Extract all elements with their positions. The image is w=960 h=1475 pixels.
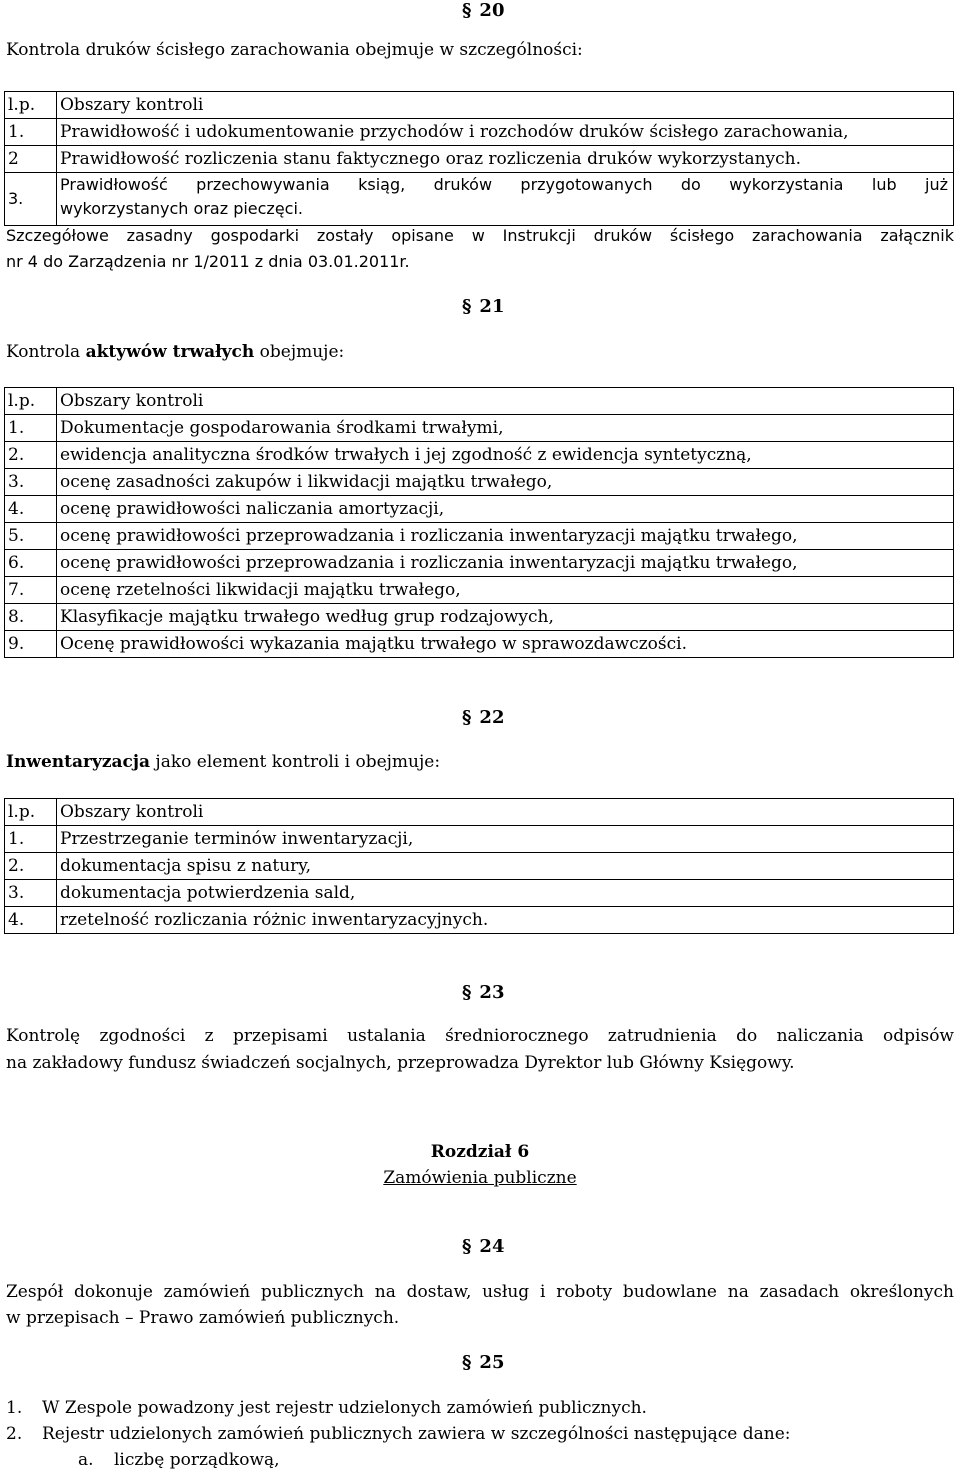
row-number: 1. <box>5 826 57 853</box>
table-row <box>5 550 954 577</box>
lp-header: l.p. <box>5 92 57 119</box>
row-number: 4. <box>5 907 57 934</box>
row-text: Dokumentacje gospodarowania środkami trwałymi, <box>57 415 954 442</box>
section-symbol: § <box>462 707 472 728</box>
intro-text: jako element kontroli i obejmuje: <box>150 752 441 772</box>
table-row <box>5 880 954 907</box>
sub-list-item <box>78 1450 280 1470</box>
list-text: Rejestr udzielonych zamówień publicznych zawiera w szczególności następujące dane: <box>42 1424 791 1444</box>
row-number: 2. <box>5 853 57 880</box>
row-text: Prawidłowość rozliczenia stanu faktycznego oraz rozliczenia druków wykorzystanych. <box>57 146 954 173</box>
row-number: 3. <box>5 173 57 226</box>
table-header-row <box>5 92 954 119</box>
table-header-row <box>5 799 954 826</box>
section-23-heading <box>462 982 504 1003</box>
row-number: 1. <box>5 415 57 442</box>
section-number: 24 <box>479 1236 505 1257</box>
table-row <box>5 523 954 550</box>
section-21-heading <box>462 296 504 317</box>
s20-control-table <box>4 91 954 226</box>
s21-control-table <box>4 387 954 658</box>
row-text: dokumentacja potwierdzenia sald, <box>57 880 954 907</box>
s23-line-2: na zakładowy fundusz świadczeń socjalnych, przeprowadza Dyrektor lub Główny Księgowy. <box>6 1053 795 1073</box>
chapter-title: Rozdział 6 <box>430 1142 530 1162</box>
list-item <box>6 1424 790 1444</box>
section-22-heading <box>462 707 504 728</box>
table-row <box>5 631 954 658</box>
s24-line-1: Zespół dokonuje zamówień publicznych na dostaw, usług i roboty budowlane na zasadach określonych <box>6 1282 954 1302</box>
row-text: rzetelność rozliczania różnic inwentaryzacyjnych. <box>57 907 954 934</box>
s24-line-2: w przepisach – Prawo zamówień publicznych. <box>6 1308 400 1328</box>
row-number: 6. <box>5 550 57 577</box>
row-number: 2. <box>5 442 57 469</box>
table-row <box>5 469 954 496</box>
s22-intro <box>6 752 440 772</box>
section-symbol: § <box>462 1352 472 1373</box>
sub-list-letter: a. <box>78 1450 94 1470</box>
lp-header: l.p. <box>5 799 57 826</box>
chapter-subtitle <box>0 1168 960 1188</box>
s20-intro: Kontrola druków ścisłego zarachowania obejmuje w szczególności: <box>6 40 583 60</box>
intro-bold: aktywów trwałych <box>85 342 255 362</box>
table-row <box>5 496 954 523</box>
row-number: 8. <box>5 604 57 631</box>
row-text: dokumentacja spisu z natury, <box>57 853 954 880</box>
row-number: 5. <box>5 523 57 550</box>
row-text: ocenę prawidłowości przeprowadzania i rozliczania inwentaryzacji majątku trwałego, <box>57 550 954 577</box>
list-number: 1. <box>6 1398 23 1418</box>
s21-intro <box>6 342 344 362</box>
area-header: Obszary kontroli <box>57 799 954 826</box>
intro-text: Kontrola <box>6 342 86 362</box>
row-text: Klasyfikacje majątku trwałego według grup rodzajowych, <box>57 604 954 631</box>
area-header: Obszary kontroli <box>57 388 954 415</box>
s20-details-line-2: nr 4 do Zarządzenia nr 1/2011 z dnia 03.01.2011r. <box>6 252 410 271</box>
row-text: Prawidłowość i udokumentowanie przychodów i rozchodów druków ścisłego zarachowania, <box>57 119 954 146</box>
section-number: 25 <box>479 1352 505 1373</box>
table-row <box>5 173 954 226</box>
section-number: 23 <box>479 982 505 1003</box>
row-number: 2 <box>5 146 57 173</box>
row-number: 1. <box>5 119 57 146</box>
lp-header: l.p. <box>5 388 57 415</box>
row-text: Przestrzeganie terminów inwentaryzacji, <box>57 826 954 853</box>
sub-list-text: liczbę porządkową, <box>114 1450 280 1470</box>
table-row <box>5 119 954 146</box>
list-item <box>6 1398 647 1418</box>
table-row <box>5 826 954 853</box>
row-text <box>57 173 954 226</box>
row-number: 7. <box>5 577 57 604</box>
table-row <box>5 853 954 880</box>
row-text: ocenę prawidłowości przeprowadzania i rozliczania inwentaryzacji majątku trwałego, <box>57 523 954 550</box>
table-row <box>5 146 954 173</box>
section-symbol: § <box>462 296 472 317</box>
intro-text: obejmuje: <box>254 342 345 362</box>
section-number: 21 <box>479 296 505 317</box>
list-number: 2. <box>6 1424 23 1444</box>
section-25-heading <box>462 1352 504 1373</box>
row-text-line-2: wykorzystanych oraz pieczęci. <box>60 199 303 218</box>
section-number: 22 <box>479 707 505 728</box>
row-text: ocenę zasadności zakupów i likwidacji majątku trwałego, <box>57 469 954 496</box>
row-text: Ocenę prawidłowości wykazania majątku trwałego w sprawozdawczości. <box>57 631 954 658</box>
section-number: 20 <box>479 0 505 21</box>
table-row <box>5 907 954 934</box>
chapter-subtitle-text: Zamówienia publiczne <box>383 1168 577 1188</box>
row-number: 9. <box>5 631 57 658</box>
row-text-line-1: Prawidłowość przechowywania ksiąg, druków przygotowanych do wykorzystania lub już <box>60 175 948 194</box>
row-number: 4. <box>5 496 57 523</box>
row-number: 3. <box>5 469 57 496</box>
s22-control-table <box>4 798 954 934</box>
table-row <box>5 415 954 442</box>
table-row <box>5 577 954 604</box>
row-text: ewidencja analityczna środków trwałych i jej zgodność z ewidencja syntetyczną, <box>57 442 954 469</box>
table-header-row <box>5 388 954 415</box>
section-symbol: § <box>462 0 472 21</box>
row-text: ocenę prawidłowości naliczania amortyzacji, <box>57 496 954 523</box>
row-text: ocenę rzetelności likwidacji majątku trwałego, <box>57 577 954 604</box>
area-header: Obszary kontroli <box>57 92 954 119</box>
list-text: W Zespole powadzony jest rejestr udzielonych zamówień publicznych. <box>42 1398 647 1418</box>
section-symbol: § <box>462 1236 472 1257</box>
intro-bold: Inwentaryzacja <box>6 752 151 772</box>
table-row <box>5 442 954 469</box>
section-symbol: § <box>462 982 472 1003</box>
s23-line-1: Kontrolę zgodności z przepisami ustalania średniorocznego zatrudnienia do naliczania odpisów <box>6 1026 954 1046</box>
s20-details-line-1: Szczegółowe zasadny gospodarki zostały opisane w Instrukcji druków ścisłego zarachowania załącznik <box>6 226 954 245</box>
section-20-heading <box>462 0 504 21</box>
row-number: 3. <box>5 880 57 907</box>
section-24-heading <box>462 1236 504 1257</box>
table-row <box>5 604 954 631</box>
